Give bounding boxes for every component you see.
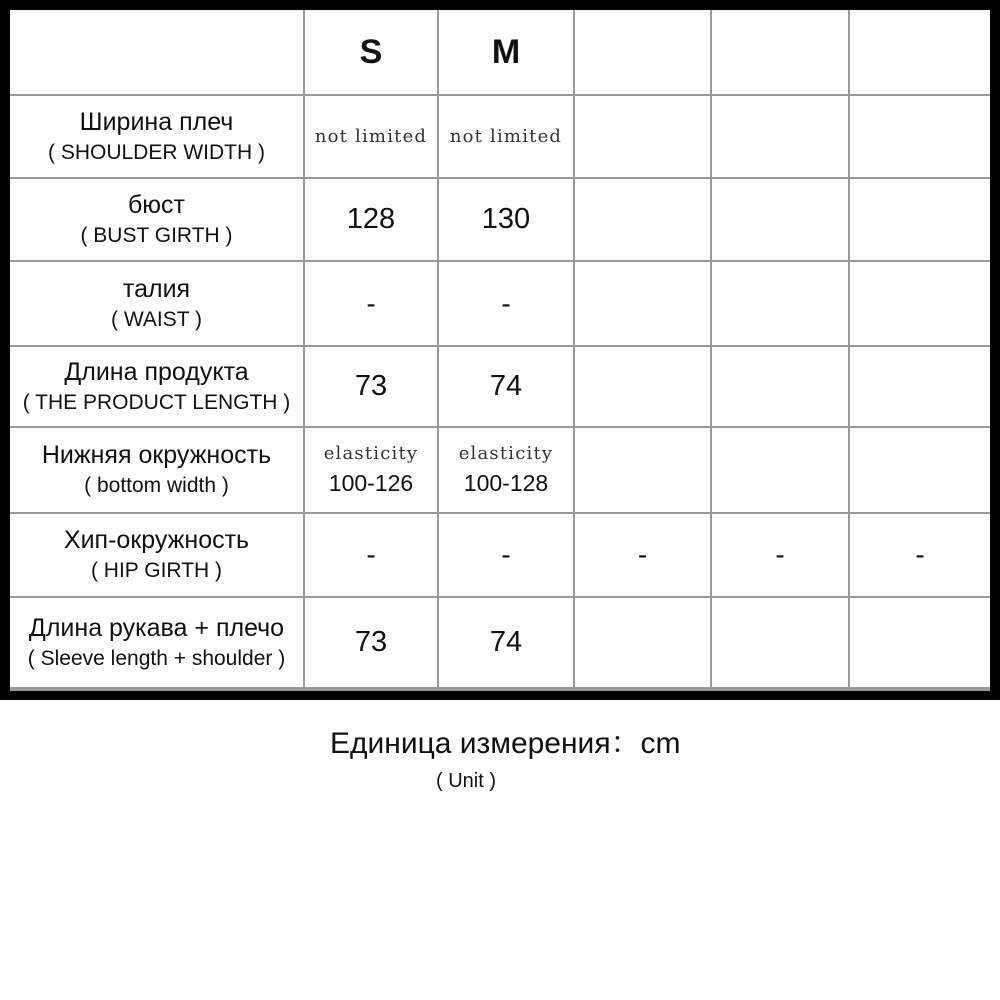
empty-cell — [712, 262, 848, 345]
value-cell — [439, 514, 573, 596]
value-cell — [305, 347, 437, 426]
empty-cell — [850, 262, 990, 345]
size-chart-table — [10, 10, 990, 691]
value-text: 130 — [481, 203, 531, 235]
empty-cell — [712, 347, 848, 426]
size-m-label: M — [491, 32, 521, 71]
header-size-s — [305, 10, 437, 94]
value-cell — [305, 179, 437, 260]
value-text: - — [501, 539, 511, 570]
header-size-m — [439, 10, 573, 94]
value-text: 73 — [354, 626, 388, 658]
label-ru: Длина продукта — [64, 357, 249, 386]
value-cell — [439, 179, 573, 260]
header-empty-cell — [575, 10, 710, 94]
label-ru: Длина рукава + плечо — [28, 613, 285, 642]
unit-label-en: ( Unit ) — [436, 770, 496, 792]
empty-cell — [575, 598, 710, 687]
label-en: ( Sleeve length + shoulder ) — [27, 646, 286, 670]
empty-cell — [575, 428, 710, 512]
empty-cell — [575, 262, 710, 345]
value-cell — [850, 514, 990, 596]
value-cell — [305, 428, 437, 512]
value-note: elasticity — [323, 443, 419, 464]
unit-label: Единица измерения：cm — [330, 727, 681, 760]
empty-cell — [850, 428, 990, 512]
label-en: ( SHOULDER WIDTH ) — [48, 140, 265, 164]
value-text: - — [501, 287, 511, 319]
value-cell — [439, 96, 573, 177]
value-text: - — [366, 539, 376, 570]
empty-cell — [850, 598, 990, 687]
value-text: 74 — [489, 626, 523, 658]
row-label-product-length — [10, 347, 303, 426]
value-cell — [712, 514, 848, 596]
empty-cell — [712, 598, 848, 687]
label-en: ( BUST GIRTH ) — [80, 223, 233, 247]
header-empty-cell — [712, 10, 848, 94]
label-ru: Хип-окружность — [63, 526, 250, 554]
label-ru: бюст — [127, 190, 186, 219]
empty-cell — [575, 179, 710, 260]
value-text: - — [637, 539, 648, 570]
value-cell — [439, 598, 573, 687]
label-en: ( THE PRODUCT LENGTH ) — [22, 390, 291, 414]
empty-cell — [850, 96, 990, 177]
value-cell — [439, 347, 573, 426]
value-cell — [305, 598, 437, 687]
label-ru: Нижняя окружность — [41, 441, 272, 469]
value-text: 100-126 — [328, 470, 414, 496]
size-s-label: S — [359, 32, 383, 71]
value-text: 74 — [489, 370, 523, 402]
label-ru: Ширина плеч — [79, 107, 234, 136]
value-text: - — [915, 539, 925, 570]
value-cell — [439, 262, 573, 345]
row-label-hip-girth — [10, 514, 303, 596]
value-text: 128 — [346, 203, 396, 235]
value-cell — [575, 514, 710, 596]
header-empty-cell — [850, 10, 990, 94]
row-label-shoulder-width — [10, 96, 303, 177]
header-empty-cell — [10, 10, 303, 94]
label-ru: талия — [122, 274, 191, 303]
empty-cell — [712, 428, 848, 512]
value-text: 73 — [354, 370, 388, 402]
row-label-sleeve-length — [10, 598, 303, 687]
value-text: - — [775, 539, 785, 570]
empty-cell — [575, 96, 710, 177]
value-text: 100-128 — [463, 470, 549, 496]
label-en: ( WAIST ) — [111, 307, 202, 331]
empty-cell — [712, 179, 848, 260]
label-en: ( bottom width ) — [84, 474, 229, 497]
value-note: elasticity — [458, 443, 554, 464]
empty-cell — [850, 347, 990, 426]
value-cell — [305, 514, 437, 596]
label-en: ( HIP GIRTH ) — [90, 559, 223, 582]
value-cell — [305, 96, 437, 177]
value-text: not limited — [449, 126, 563, 147]
empty-cell — [850, 179, 990, 260]
empty-cell — [712, 96, 848, 177]
value-text: - — [366, 287, 376, 319]
value-cell — [439, 428, 573, 512]
row-label-bust-girth — [10, 179, 303, 260]
value-cell — [305, 262, 437, 345]
row-label-waist — [10, 262, 303, 345]
row-label-bottom-width — [10, 428, 303, 512]
value-text: not limited — [314, 126, 428, 147]
empty-cell — [575, 347, 710, 426]
